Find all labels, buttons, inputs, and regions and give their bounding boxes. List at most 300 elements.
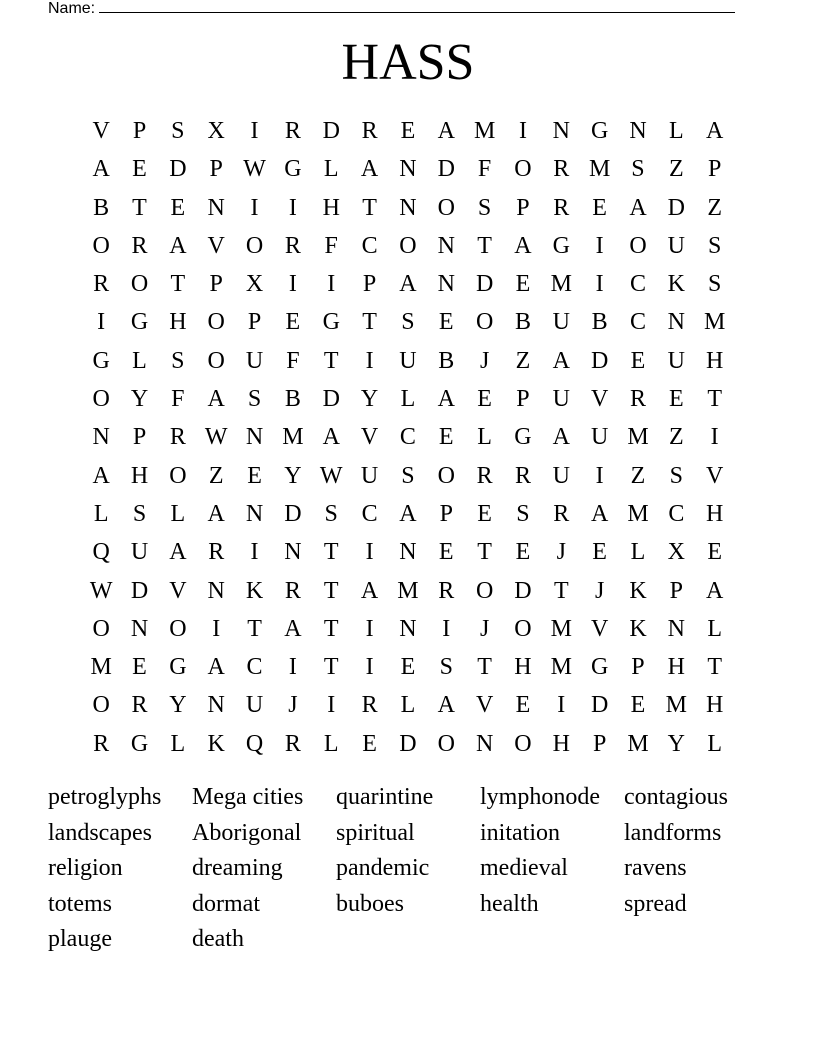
grid-cell[interactable]: I bbox=[288, 271, 297, 298]
grid-cell[interactable]: W bbox=[319, 462, 343, 489]
grid-cell[interactable]: E bbox=[438, 309, 454, 336]
grid-cell[interactable]: O bbox=[629, 232, 647, 259]
grid-cell[interactable]: T bbox=[323, 615, 339, 642]
grid-cell[interactable]: Z bbox=[668, 424, 684, 451]
grid-cell[interactable]: Y bbox=[667, 730, 685, 757]
grid-cell[interactable]: N bbox=[207, 194, 225, 221]
grid-cell[interactable]: P bbox=[362, 271, 377, 298]
grid-cell[interactable]: M bbox=[627, 500, 649, 527]
grid-cell[interactable]: E bbox=[707, 539, 722, 566]
grid-cell[interactable]: S bbox=[171, 347, 185, 374]
grid-cell[interactable]: U bbox=[590, 424, 609, 451]
grid-cell[interactable]: B bbox=[514, 309, 531, 336]
grid-cell[interactable]: K bbox=[245, 577, 264, 604]
grid-cell[interactable]: A bbox=[207, 500, 225, 527]
grid-cell[interactable]: I bbox=[250, 118, 259, 144]
grid-cell[interactable]: F bbox=[477, 156, 492, 183]
grid-cell[interactable]: V bbox=[207, 232, 225, 259]
grid-cell[interactable]: A bbox=[322, 424, 340, 451]
grid-cell[interactable]: S bbox=[707, 271, 722, 298]
grid-cell[interactable]: H bbox=[667, 654, 685, 681]
grid-cell[interactable]: U bbox=[552, 386, 570, 413]
grid-cell[interactable]: E bbox=[477, 386, 492, 413]
grid-cell[interactable]: M bbox=[627, 730, 649, 757]
grid-cell[interactable]: U bbox=[552, 462, 570, 489]
grid-cell[interactable]: U bbox=[399, 347, 417, 374]
grid-cell[interactable]: A bbox=[514, 232, 532, 259]
grid-cell[interactable]: U bbox=[552, 309, 570, 336]
grid-cell[interactable]: E bbox=[438, 424, 454, 451]
grid-cell[interactable]: K bbox=[207, 730, 225, 757]
grid-cell[interactable]: M bbox=[704, 309, 726, 336]
grid-cell[interactable]: V bbox=[92, 118, 110, 144]
grid-cell[interactable]: M bbox=[550, 271, 572, 298]
grid-cell[interactable]: J bbox=[479, 615, 490, 642]
grid-cell[interactable]: R bbox=[93, 730, 110, 757]
grid-cell[interactable]: D bbox=[590, 347, 609, 374]
grid-cell[interactable]: A bbox=[360, 156, 379, 183]
grid-cell[interactable]: O bbox=[514, 156, 532, 183]
grid-cell[interactable]: H bbox=[706, 692, 724, 719]
grid-cell[interactable]: I bbox=[442, 615, 451, 642]
grid-cell[interactable]: I bbox=[710, 424, 719, 451]
grid-cell[interactable]: C bbox=[629, 309, 646, 336]
grid-cell[interactable]: N bbox=[399, 539, 417, 566]
grid-cell[interactable]: R bbox=[553, 156, 570, 183]
grid-cell[interactable]: N bbox=[437, 271, 455, 298]
grid-cell[interactable]: C bbox=[629, 271, 646, 298]
grid-cell[interactable]: W bbox=[243, 156, 266, 183]
grid-cell[interactable]: V bbox=[475, 692, 494, 719]
grid-cell[interactable]: R bbox=[169, 424, 186, 451]
grid-cell[interactable]: A bbox=[399, 500, 417, 527]
grid-cell[interactable]: N bbox=[245, 500, 264, 527]
grid-cell[interactable]: M bbox=[550, 654, 572, 681]
grid-cell[interactable]: O bbox=[245, 232, 264, 259]
grid-cell[interactable]: L bbox=[707, 615, 722, 642]
grid-cell[interactable]: I bbox=[212, 615, 221, 642]
grid-cell[interactable]: E bbox=[477, 500, 492, 527]
grid-cell[interactable]: I bbox=[557, 692, 566, 719]
grid-cell[interactable]: H bbox=[514, 654, 532, 681]
grid-cell[interactable]: E bbox=[592, 194, 607, 221]
grid-cell[interactable]: S bbox=[324, 500, 338, 527]
grid-cell[interactable]: A bbox=[169, 232, 187, 259]
grid-cell[interactable]: G bbox=[130, 730, 149, 757]
grid-cell[interactable]: R bbox=[629, 386, 646, 413]
grid-cell[interactable]: E bbox=[515, 692, 531, 719]
grid-cell[interactable]: N bbox=[667, 309, 685, 336]
grid-cell[interactable]: V bbox=[706, 462, 724, 489]
grid-cell[interactable]: P bbox=[209, 156, 223, 183]
grid-cell[interactable]: E bbox=[515, 271, 531, 298]
grid-cell[interactable]: Y bbox=[360, 386, 379, 413]
grid-cell[interactable]: N bbox=[667, 615, 685, 642]
grid-cell[interactable]: S bbox=[631, 156, 645, 183]
grid-cell[interactable]: S bbox=[707, 232, 722, 259]
grid-cell[interactable]: E bbox=[400, 654, 416, 681]
grid-cell[interactable]: I bbox=[365, 539, 374, 566]
grid-cell[interactable]: M bbox=[282, 424, 304, 451]
grid-cell[interactable]: P bbox=[516, 194, 530, 221]
grid-cell[interactable]: S bbox=[477, 194, 492, 221]
grid-cell[interactable]: A bbox=[92, 462, 110, 489]
grid-cell[interactable]: O bbox=[437, 194, 455, 221]
letter-grid bbox=[82, 112, 734, 763]
grid-cell[interactable]: P bbox=[592, 730, 607, 757]
grid-cell[interactable]: T bbox=[247, 615, 262, 642]
grid-cell[interactable]: K bbox=[629, 615, 647, 642]
grid-cell[interactable]: G bbox=[130, 309, 149, 336]
grid-cell[interactable]: P bbox=[439, 500, 453, 527]
grid-cell[interactable]: P bbox=[132, 424, 147, 451]
grid-cell[interactable]: W bbox=[204, 424, 228, 451]
grid-cell[interactable]: G bbox=[284, 156, 302, 183]
grid-cell[interactable]: N bbox=[284, 539, 302, 566]
grid-cell[interactable]: Z bbox=[630, 462, 646, 489]
grid-cell[interactable]: R bbox=[553, 500, 570, 527]
grid-cell[interactable]: T bbox=[170, 271, 186, 298]
grid-cell[interactable]: P bbox=[209, 271, 223, 298]
grid-cell[interactable]: A bbox=[706, 118, 724, 144]
grid-cell[interactable]: M bbox=[550, 615, 572, 642]
grid-cell[interactable]: Z bbox=[707, 194, 722, 221]
grid-row bbox=[82, 303, 734, 341]
grid-cell[interactable]: G bbox=[169, 654, 187, 681]
grid-cell[interactable]: U bbox=[667, 347, 685, 374]
grid-cell[interactable]: T bbox=[323, 539, 339, 566]
grid-cell[interactable]: O bbox=[130, 271, 149, 298]
grid-cell[interactable]: X bbox=[667, 539, 685, 566]
grid-cell[interactable]: N bbox=[130, 615, 149, 642]
grid-cell[interactable]: R bbox=[284, 577, 301, 604]
grid-cell[interactable]: S bbox=[401, 309, 415, 336]
word-list-item: health bbox=[480, 890, 539, 917]
grid-cell[interactable]: B bbox=[591, 309, 608, 336]
grid-cell[interactable]: O bbox=[514, 730, 532, 757]
grid-cell[interactable]: E bbox=[630, 347, 646, 374]
grid-cell[interactable]: I bbox=[365, 615, 374, 642]
grid-cell[interactable]: J bbox=[594, 577, 605, 604]
grid-cell[interactable]: D bbox=[667, 194, 685, 221]
grid-cell[interactable]: L bbox=[668, 118, 684, 144]
grid-cell[interactable]: R bbox=[208, 539, 225, 566]
grid-cell[interactable]: O bbox=[514, 615, 532, 642]
grid-cell[interactable]: U bbox=[245, 347, 264, 374]
grid-cell[interactable]: S bbox=[401, 462, 415, 489]
grid-cell[interactable]: E bbox=[592, 539, 607, 566]
grid-cell[interactable]: R bbox=[284, 232, 301, 259]
grid-cell[interactable]: A bbox=[92, 156, 110, 183]
grid-cell[interactable]: M bbox=[665, 692, 687, 719]
grid-cell[interactable]: T bbox=[323, 654, 339, 681]
grid-cell[interactable]: V bbox=[169, 577, 187, 604]
grid-cell[interactable]: A bbox=[437, 386, 455, 413]
grid-cell[interactable]: A bbox=[552, 347, 570, 374]
grid-cell[interactable]: I bbox=[365, 654, 374, 681]
grid-cell[interactable]: C bbox=[246, 654, 263, 681]
grid-cell[interactable]: E bbox=[438, 539, 454, 566]
grid-cell[interactable]: O bbox=[169, 615, 187, 642]
grid-cell[interactable]: S bbox=[516, 500, 530, 527]
grid-cell[interactable]: P bbox=[669, 577, 683, 604]
grid-cell[interactable]: M bbox=[473, 118, 496, 144]
grid-cell[interactable]: D bbox=[284, 500, 302, 527]
grid-cell[interactable]: V bbox=[590, 386, 609, 413]
grid-cell[interactable]: Q bbox=[245, 730, 264, 757]
grid-cell[interactable]: J bbox=[479, 347, 490, 374]
grid-cell[interactable]: P bbox=[247, 309, 262, 336]
grid-cell[interactable]: R bbox=[284, 118, 301, 144]
grid-cell[interactable]: O bbox=[475, 577, 494, 604]
grid-cell[interactable]: I bbox=[327, 692, 336, 719]
grid-cell[interactable]: M bbox=[627, 424, 649, 451]
grid-cell[interactable]: O bbox=[437, 462, 455, 489]
grid-cell[interactable]: I bbox=[288, 654, 297, 681]
grid-cell[interactable]: R bbox=[284, 730, 301, 757]
grid-cell[interactable]: A bbox=[437, 692, 455, 719]
grid-cell[interactable]: A bbox=[706, 577, 724, 604]
grid-cell[interactable]: N bbox=[399, 156, 417, 183]
grid-cell[interactable]: R bbox=[131, 232, 148, 259]
grid-cell[interactable]: I bbox=[365, 347, 374, 374]
grid-cell[interactable]: T bbox=[362, 309, 377, 336]
grid-cell[interactable]: J bbox=[556, 539, 566, 566]
grid-cell[interactable]: E bbox=[132, 156, 147, 183]
grid-cell[interactable]: T bbox=[477, 232, 492, 259]
grid-cell[interactable]: I bbox=[595, 232, 604, 259]
grid-cell[interactable]: U bbox=[130, 539, 149, 566]
grid-cell[interactable]: O bbox=[169, 462, 187, 489]
grid-cell[interactable]: A bbox=[169, 539, 187, 566]
grid-cell[interactable]: M bbox=[397, 577, 419, 604]
grid-row bbox=[82, 227, 734, 265]
grid-cell[interactable]: O bbox=[92, 615, 110, 642]
grid-cell[interactable]: I bbox=[250, 539, 259, 566]
word-list-item: contagious bbox=[624, 784, 728, 810]
grid-cell[interactable]: R bbox=[438, 577, 455, 604]
grid-cell[interactable]: R bbox=[93, 271, 110, 298]
grid-cell[interactable]: Y bbox=[169, 692, 187, 719]
grid-cell[interactable]: A bbox=[284, 615, 302, 642]
grid-cell[interactable]: D bbox=[399, 730, 417, 757]
grid-cell[interactable]: N bbox=[245, 424, 264, 451]
grid-cell[interactable]: I bbox=[595, 271, 604, 298]
grid-cell[interactable]: O bbox=[399, 232, 417, 259]
grid-cell[interactable]: S bbox=[132, 500, 147, 527]
grid-cell[interactable]: L bbox=[400, 386, 416, 413]
grid-cell[interactable]: T bbox=[477, 539, 492, 566]
grid-cell[interactable]: R bbox=[131, 692, 148, 719]
grid-cell[interactable]: Z bbox=[515, 347, 531, 374]
grid-cell[interactable]: E bbox=[400, 118, 416, 144]
grid-cell[interactable]: R bbox=[476, 462, 493, 489]
grid-cell[interactable]: J bbox=[288, 692, 298, 719]
grid-cell[interactable]: H bbox=[169, 309, 187, 336]
grid-cell[interactable]: E bbox=[515, 539, 531, 566]
grid-cell[interactable]: Q bbox=[92, 539, 110, 566]
page-title: HASS bbox=[341, 34, 475, 91]
grid-cell[interactable]: L bbox=[132, 347, 147, 374]
grid-cell[interactable]: F bbox=[286, 347, 300, 374]
grid-cell[interactable]: Y bbox=[284, 462, 302, 489]
grid-cell[interactable]: B bbox=[93, 194, 110, 221]
grid-cell[interactable]: L bbox=[707, 730, 722, 757]
grid-cell[interactable]: D bbox=[475, 271, 494, 298]
grid-cell[interactable]: H bbox=[130, 462, 149, 489]
grid-cell[interactable]: T bbox=[477, 654, 492, 681]
grid-cell[interactable]: E bbox=[362, 730, 377, 757]
grid-cell[interactable]: A bbox=[629, 194, 647, 221]
grid-cell[interactable]: P bbox=[516, 386, 530, 413]
grid-cell[interactable]: E bbox=[668, 386, 684, 413]
grid-cell[interactable]: T bbox=[323, 347, 339, 374]
grid-cell[interactable]: X bbox=[207, 118, 225, 144]
name-underline[interactable] bbox=[99, 0, 735, 13]
grid-cell[interactable]: N bbox=[399, 194, 417, 221]
grid-cell[interactable]: G bbox=[322, 309, 340, 336]
grid-cell[interactable]: T bbox=[707, 386, 722, 413]
grid-cell[interactable]: I bbox=[97, 309, 106, 336]
grid-cell[interactable]: G bbox=[552, 232, 570, 259]
grid-cell[interactable]: E bbox=[247, 462, 262, 489]
grid-cell[interactable]: O bbox=[437, 730, 455, 757]
grid-cell[interactable]: R bbox=[361, 692, 378, 719]
grid-cell[interactable]: F bbox=[324, 232, 338, 259]
grid-cell[interactable]: E bbox=[170, 194, 186, 221]
grid-cell[interactable]: G bbox=[590, 118, 609, 144]
grid-cell[interactable]: C bbox=[668, 500, 685, 527]
grid-cell[interactable]: L bbox=[400, 692, 416, 719]
grid-cell[interactable]: G bbox=[92, 347, 110, 374]
grid-cell[interactable]: A bbox=[552, 424, 570, 451]
grid-cell[interactable]: N bbox=[207, 692, 225, 719]
grid-cell[interactable]: C bbox=[361, 500, 378, 527]
grid-cell[interactable]: H bbox=[706, 500, 724, 527]
grid-cell[interactable]: H bbox=[552, 730, 570, 757]
grid-cell[interactable]: N bbox=[92, 424, 110, 451]
grid-cell[interactable]: G bbox=[514, 424, 532, 451]
grid-cell[interactable]: L bbox=[630, 539, 646, 566]
grid-cell[interactable]: K bbox=[667, 271, 685, 298]
grid-cell[interactable]: N bbox=[475, 730, 494, 757]
grid-row bbox=[82, 457, 734, 495]
grid-cell[interactable]: L bbox=[93, 500, 109, 527]
grid-cell[interactable]: V bbox=[360, 424, 379, 451]
grid-cell[interactable]: D bbox=[169, 156, 187, 183]
grid-cell[interactable]: T bbox=[707, 654, 722, 681]
grid-cell[interactable]: A bbox=[207, 654, 225, 681]
grid-cell[interactable]: O bbox=[92, 692, 110, 719]
grid-cell[interactable]: I bbox=[327, 271, 336, 298]
grid-cell[interactable]: U bbox=[245, 692, 264, 719]
grid-cell[interactable]: D bbox=[322, 386, 340, 413]
grid-cell[interactable]: V bbox=[590, 615, 609, 642]
grid-cell[interactable]: A bbox=[207, 386, 225, 413]
grid-cell[interactable]: D bbox=[437, 156, 455, 183]
grid-cell[interactable]: T bbox=[132, 194, 147, 221]
grid-cell[interactable]: R bbox=[553, 194, 570, 221]
grid-cell[interactable]: H bbox=[322, 194, 340, 221]
word-list-item: Aborigonal bbox=[192, 819, 302, 846]
grid-cell[interactable]: A bbox=[399, 271, 417, 298]
grid-cell[interactable]: S bbox=[247, 386, 262, 413]
grid-cell[interactable]: N bbox=[437, 232, 455, 259]
grid-cell[interactable]: N bbox=[207, 577, 225, 604]
grid-cell[interactable]: U bbox=[360, 462, 379, 489]
grid-cell[interactable]: Y bbox=[130, 386, 149, 413]
grid-cell[interactable]: I bbox=[250, 194, 259, 221]
grid-cell[interactable]: P bbox=[132, 118, 147, 144]
grid-cell[interactable]: M bbox=[588, 156, 611, 183]
grid-cell[interactable]: L bbox=[170, 500, 186, 527]
grid-cell[interactable]: T bbox=[323, 577, 339, 604]
grid-cell[interactable]: I bbox=[518, 118, 527, 144]
grid-cell[interactable]: L bbox=[170, 730, 186, 757]
grid-cell[interactable]: Z bbox=[208, 462, 224, 489]
grid-cell[interactable]: D bbox=[514, 577, 532, 604]
grid-cell[interactable]: M bbox=[90, 654, 112, 681]
grid-cell[interactable]: W bbox=[89, 577, 113, 604]
grid-cell[interactable]: S bbox=[171, 118, 185, 144]
grid-cell[interactable]: N bbox=[399, 615, 417, 642]
grid-cell[interactable]: Z bbox=[668, 156, 684, 183]
grid-cell[interactable]: O bbox=[475, 309, 494, 336]
grid-cell[interactable]: N bbox=[552, 118, 570, 144]
grid-cell[interactable]: C bbox=[399, 424, 416, 451]
grid-cell[interactable]: D bbox=[590, 692, 609, 719]
grid-cell[interactable]: O bbox=[207, 347, 225, 374]
grid-cell[interactable]: I bbox=[288, 194, 297, 221]
grid-cell[interactable]: T bbox=[362, 194, 377, 221]
grid-cell[interactable]: N bbox=[629, 118, 647, 144]
grid-cell[interactable]: D bbox=[322, 118, 340, 144]
grid-cell[interactable]: F bbox=[171, 386, 185, 413]
grid-cell[interactable]: U bbox=[667, 232, 685, 259]
grid-cell[interactable]: B bbox=[284, 386, 301, 413]
grid-cell[interactable]: H bbox=[706, 347, 724, 374]
grid-cell[interactable]: I bbox=[595, 462, 604, 489]
grid-cell[interactable]: E bbox=[132, 654, 147, 681]
grid-cell[interactable]: L bbox=[323, 730, 339, 757]
grid-cell[interactable]: X bbox=[245, 271, 264, 298]
grid-cell[interactable]: O bbox=[92, 232, 110, 259]
grid-cell[interactable]: A bbox=[437, 118, 455, 144]
grid-cell[interactable]: P bbox=[631, 654, 645, 681]
grid-cell[interactable]: E bbox=[285, 309, 301, 336]
grid-cell[interactable]: P bbox=[707, 156, 722, 183]
grid-cell[interactable]: C bbox=[361, 232, 378, 259]
word-list-item: spiritual bbox=[336, 819, 415, 846]
grid-cell[interactable]: E bbox=[630, 692, 646, 719]
grid-cell[interactable]: A bbox=[360, 577, 379, 604]
grid-cell[interactable]: L bbox=[323, 156, 339, 183]
grid-cell[interactable]: R bbox=[514, 462, 531, 489]
grid-cell[interactable]: B bbox=[438, 347, 455, 374]
grid-cell[interactable]: T bbox=[553, 577, 569, 604]
grid-cell[interactable]: D bbox=[130, 577, 149, 604]
grid-cell[interactable]: S bbox=[669, 462, 683, 489]
word-list-item: lymphonode bbox=[480, 784, 600, 810]
grid-cell[interactable]: G bbox=[590, 654, 609, 681]
grid-cell[interactable]: O bbox=[92, 386, 110, 413]
grid-cell[interactable]: R bbox=[361, 118, 378, 144]
grid-cell[interactable]: O bbox=[207, 309, 225, 336]
grid-cell[interactable]: A bbox=[590, 500, 609, 527]
grid-cell[interactable]: K bbox=[629, 577, 647, 604]
grid-cell[interactable]: L bbox=[477, 424, 492, 451]
grid-cell[interactable]: S bbox=[439, 654, 453, 681]
